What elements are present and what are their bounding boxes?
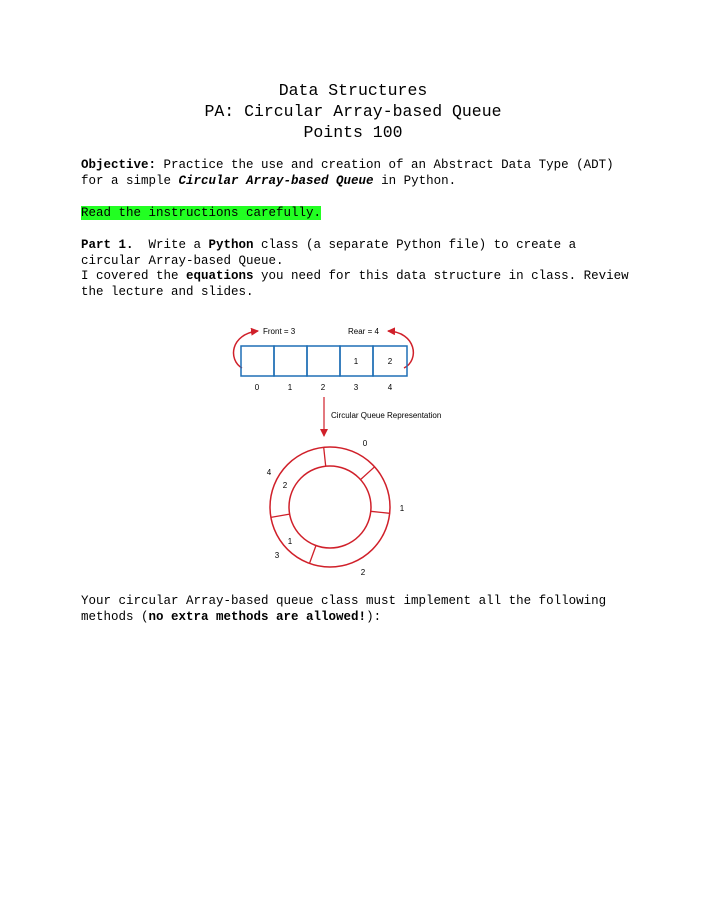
array-cells [241, 346, 407, 376]
part1-text-4: you need for this data structure in class. Review the lecture and slides. [81, 269, 637, 299]
objective-label: Objective: [81, 158, 157, 172]
front-label: Front = 3 [263, 327, 296, 336]
ring-label-3: 3 [274, 551, 280, 560]
ring-value-1: 1 [287, 537, 293, 546]
closing-text-end: ): [366, 609, 382, 624]
array-cell-0 [241, 346, 274, 376]
index-1: 1 [287, 383, 293, 392]
part1-text-3: I covered the [81, 269, 187, 283]
doc-points: Points 100 [303, 123, 403, 142]
index-4: 4 [387, 383, 393, 392]
part1-text: Write a [133, 238, 209, 252]
index-2: 2 [320, 383, 326, 392]
closing-paragraph [81, 594, 641, 625]
ring-divider [324, 447, 326, 466]
objective-emphasis: Circular Array-based Queue [178, 173, 374, 188]
ring-divider [271, 514, 290, 517]
python-bold: Python [208, 238, 254, 252]
closing-text: Your circular Array-based queue class must implement all the following methods ( [81, 594, 614, 624]
part1-label: Part 1. [81, 238, 134, 252]
index-3: 3 [353, 383, 359, 392]
ring-outer [270, 447, 390, 567]
doc-title: Data Structures [278, 81, 428, 100]
equations-bold: equations [186, 269, 254, 283]
ring-value-2: 2 [282, 481, 288, 490]
highlighted-text: Read the instructions carefully. [81, 206, 322, 220]
ring-inner [289, 466, 371, 548]
doc-subtitle: PA: Circular Array-based Queue [204, 102, 502, 121]
objective-text-end: in Python. [373, 173, 457, 188]
cell-value-3: 1 [353, 357, 359, 366]
rear-label: Rear = 4 [348, 327, 379, 336]
front-arrow [234, 331, 258, 368]
ring-label-4: 4 [266, 468, 272, 477]
cell-value-4: 2 [387, 357, 393, 366]
objective-text: Practice the use and creation of an Abstract Data Type (ADT) for a simple [81, 158, 622, 188]
ring-divider [371, 511, 390, 513]
array-cell-2 [307, 346, 340, 376]
part1-text-2: class (a separate Python file) to create a circular Array-based Queue. [81, 238, 584, 268]
diagram-caption: Circular Queue Representation [331, 411, 442, 420]
index-0: 0 [254, 383, 260, 392]
ring-label-1: 1 [399, 504, 405, 513]
ring-divider [361, 467, 375, 480]
ring-label-0: 0 [362, 439, 368, 448]
ring-label-2: 2 [360, 568, 366, 577]
ring-divider [310, 546, 317, 564]
array-cell-1 [274, 346, 307, 376]
closing-bold: no extra methods are allowed! [148, 609, 367, 624]
